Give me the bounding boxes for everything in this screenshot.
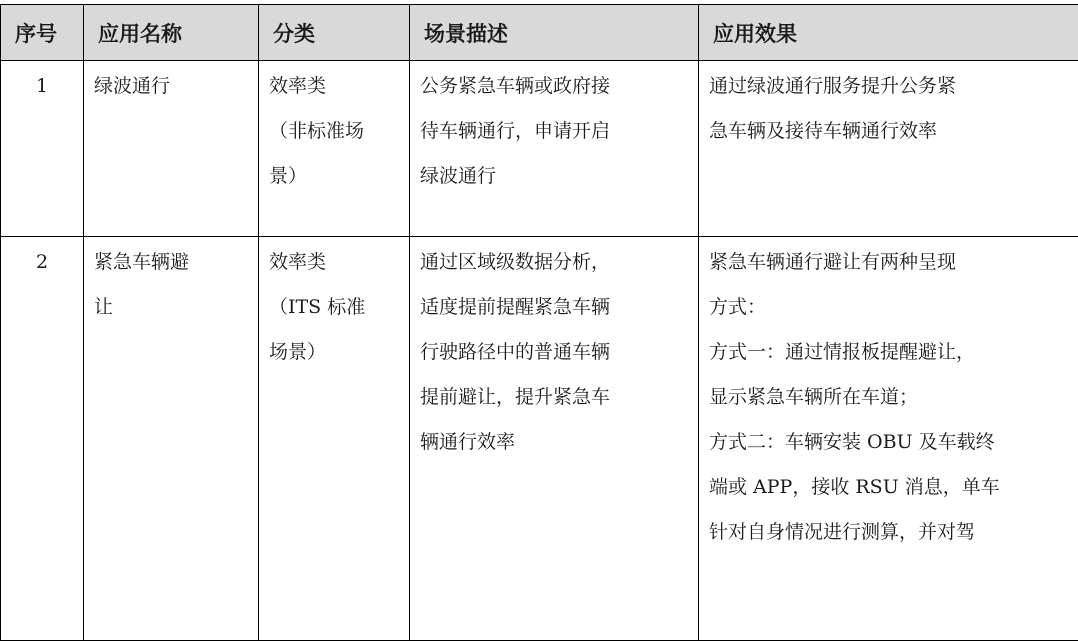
cell-category — [259, 237, 410, 641]
cell-line: 绿波通行 — [420, 154, 690, 199]
cell-line: （非标准场 — [269, 109, 401, 154]
header-scenario: 场景描述 — [410, 5, 699, 61]
cell-line: 效率类 — [269, 240, 401, 285]
cell-line: （ITS 标准 — [269, 285, 401, 330]
cell-line: 紧急车辆避 — [94, 240, 250, 285]
cell-effect — [699, 237, 1078, 641]
cell-line: 方式： — [709, 285, 1070, 330]
header-serial-number: 序号 — [1, 5, 84, 61]
cell-line: 通过绿波通行服务提升公务紧 — [709, 64, 1070, 109]
cell-line: 景） — [269, 154, 401, 199]
cell-line: 端或 APP，接收 RSU 消息，单车 — [709, 465, 1070, 510]
cell-app-name — [84, 61, 259, 237]
cell-line: 提前避让，提升紧急车 — [420, 375, 690, 420]
cell-serial-number: 1 — [1, 61, 84, 237]
cell-scenario — [410, 61, 699, 237]
cell-line: 适度提前提醒紧急车辆 — [420, 285, 690, 330]
header-effect: 应用效果 — [699, 5, 1078, 61]
cell-scenario — [410, 237, 699, 641]
cell-line: 行驶路径中的普通车辆 — [420, 330, 690, 375]
table-row — [1, 61, 1078, 237]
table-header-row — [1, 5, 1078, 61]
cell-line: 绿波通行 — [94, 64, 250, 109]
header-category: 分类 — [259, 5, 410, 61]
cell-line: 紧急车辆通行避让有两种呈现 — [709, 240, 1070, 285]
cell-line: 公务紧急车辆或政府接 — [420, 64, 690, 109]
cell-line: 待车辆通行，申请开启 — [420, 109, 690, 154]
cell-line: 场景） — [269, 330, 401, 375]
cell-line: 辆通行效率 — [420, 420, 690, 465]
cell-app-name — [84, 237, 259, 641]
cell-line: 让 — [94, 285, 250, 330]
cell-line: 方式一：通过情报板提醒避让， — [709, 330, 1070, 375]
cell-line: 显示紧急车辆所在车道； — [709, 375, 1070, 420]
cell-category — [259, 61, 410, 237]
cell-effect — [699, 61, 1078, 237]
cell-line: 针对自身情况进行测算，并对驾 — [709, 510, 1070, 555]
cell-line: 方式二：车辆安装 OBU 及车载终 — [709, 420, 1070, 465]
table-row — [1, 237, 1078, 641]
cell-line: 通过区域级数据分析， — [420, 240, 690, 285]
cell-serial-number: 2 — [1, 237, 84, 641]
cell-line: 效率类 — [269, 64, 401, 109]
cell-line: 急车辆及接待车辆通行效率 — [709, 109, 1070, 154]
application-table — [0, 4, 1078, 641]
header-app-name: 应用名称 — [84, 5, 259, 61]
